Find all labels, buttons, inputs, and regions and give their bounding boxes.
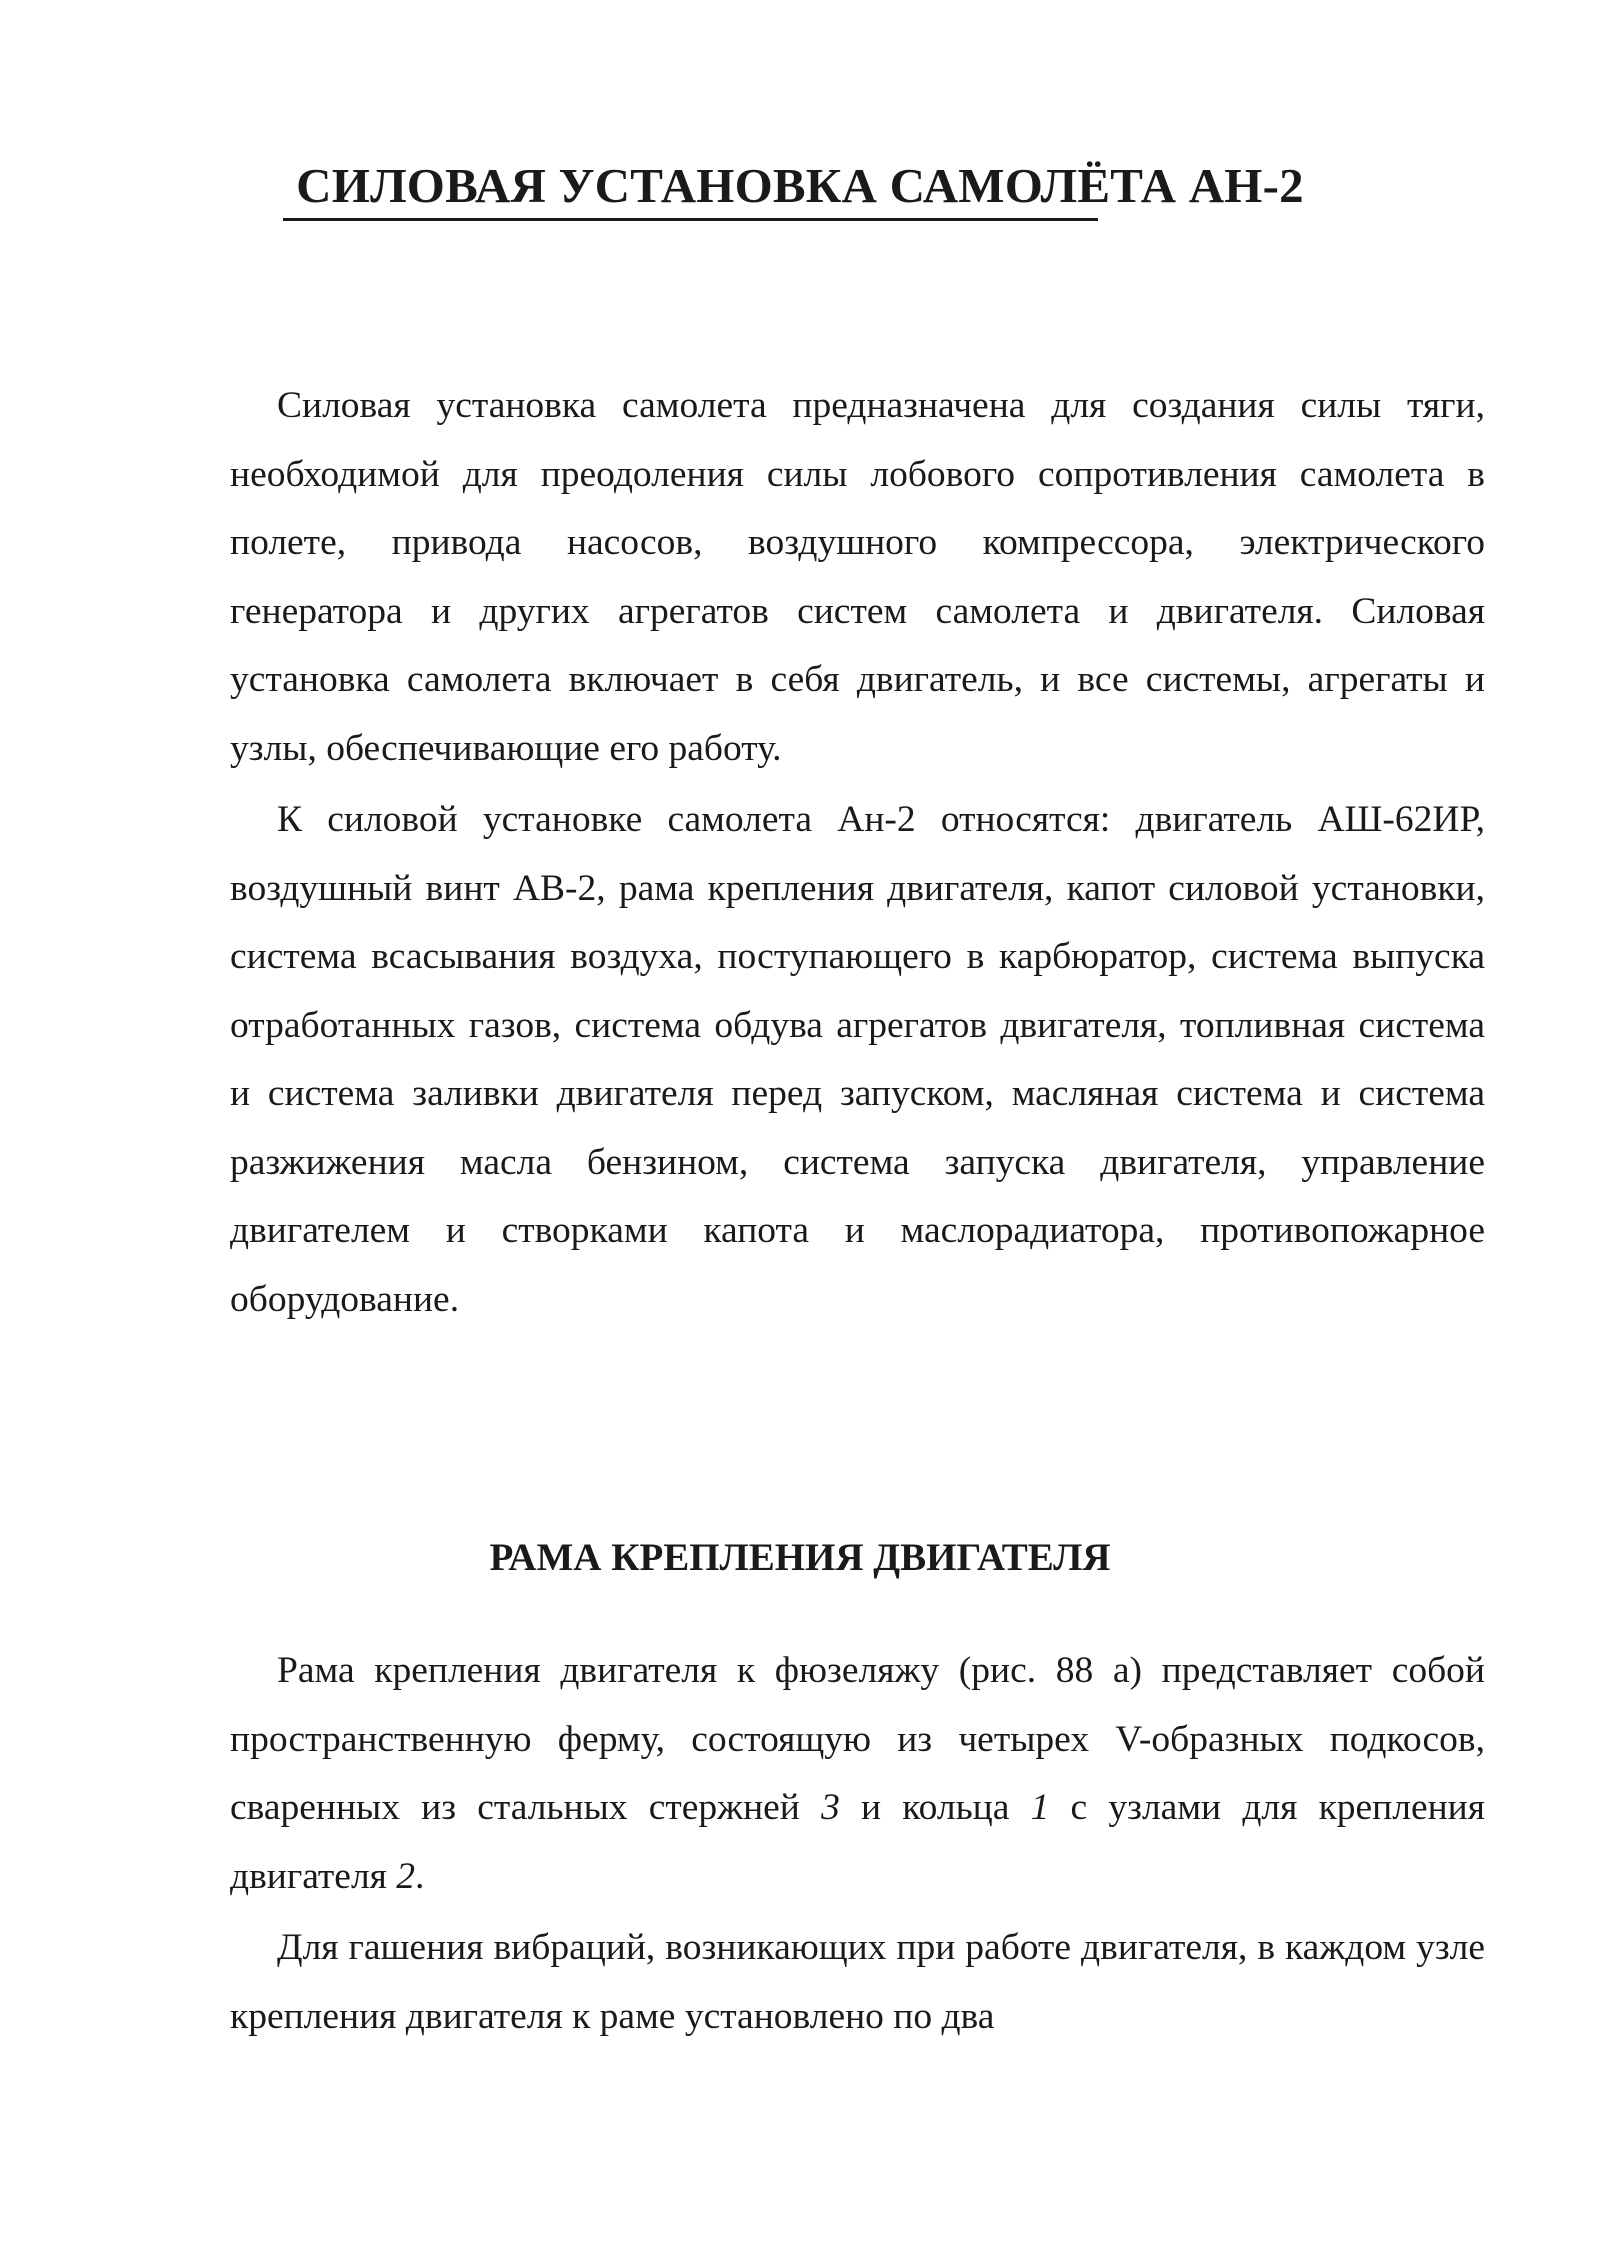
paragraph-text: с узлами для крепления двигателя: [230, 1787, 1485, 1897]
section-paragraph-2: Для гашения вибраций, возникающих при работе двигателя, в каждом узле крепления двигателя к раме установлено по два: [230, 1927, 1485, 2037]
intro-paragraph-2: К силовой установке самолета Ан-2 относятся: двигатель АШ-62ИР, воздушный винт АВ-2, рама крепления двигателя, капот силовой установки, система всасывания воздуха, поступающего в карбюратор, система выпуска отработанных газов, система обдува агрегатов двигателя, топливная система и система заливки двигателя перед запуском, масляная система и система разжижения масла бензином, система запуска двигателя, управление двигателем и створками капота и маслорадиатора, противопожарное оборудование.: [230, 799, 1485, 1320]
intro-text: [230, 372, 1485, 1334]
figure-ref-mounts: 2: [396, 1855, 416, 1897]
page-title: СИЛОВАЯ УСТАНОВКА САМОЛЁТА АН-2: [296, 158, 1304, 213]
section-paragraph-1: [230, 1637, 1485, 1911]
section-heading: РАМА КРЕПЛЕНИЯ ДВИГАТЕЛЯ: [489, 1536, 1111, 1579]
figure-ref-ring: 1: [1030, 1787, 1050, 1828]
paragraph-text: .: [415, 1855, 425, 1897]
figure-ref-rods: 3: [821, 1787, 840, 1828]
intro-paragraph-1: Силовая установка самолета предназначена для создания силы тяги, необходимой для преодоления силы лобового сопротивления самолета в полете, привода насосов, воздушного компрессора, электрического генератора и других агрегатов систем самолета и двигателя. Силовая установка самолета включает в себя двигатель, и все системы, агрегаты и узлы, обеспечивающие его работу.: [230, 385, 1485, 769]
paragraph-text: Рама крепления двигателя к фюзеляжу (рис. 88 а) представляет собой пространственную ферму, состоящую из четырех V-образных подкосов, сваренных из стальных стержней: [230, 1650, 1485, 1828]
title-underline: [283, 218, 1098, 221]
section-text: [230, 1637, 1485, 2051]
paragraph-text: и кольца: [839, 1787, 1031, 1828]
